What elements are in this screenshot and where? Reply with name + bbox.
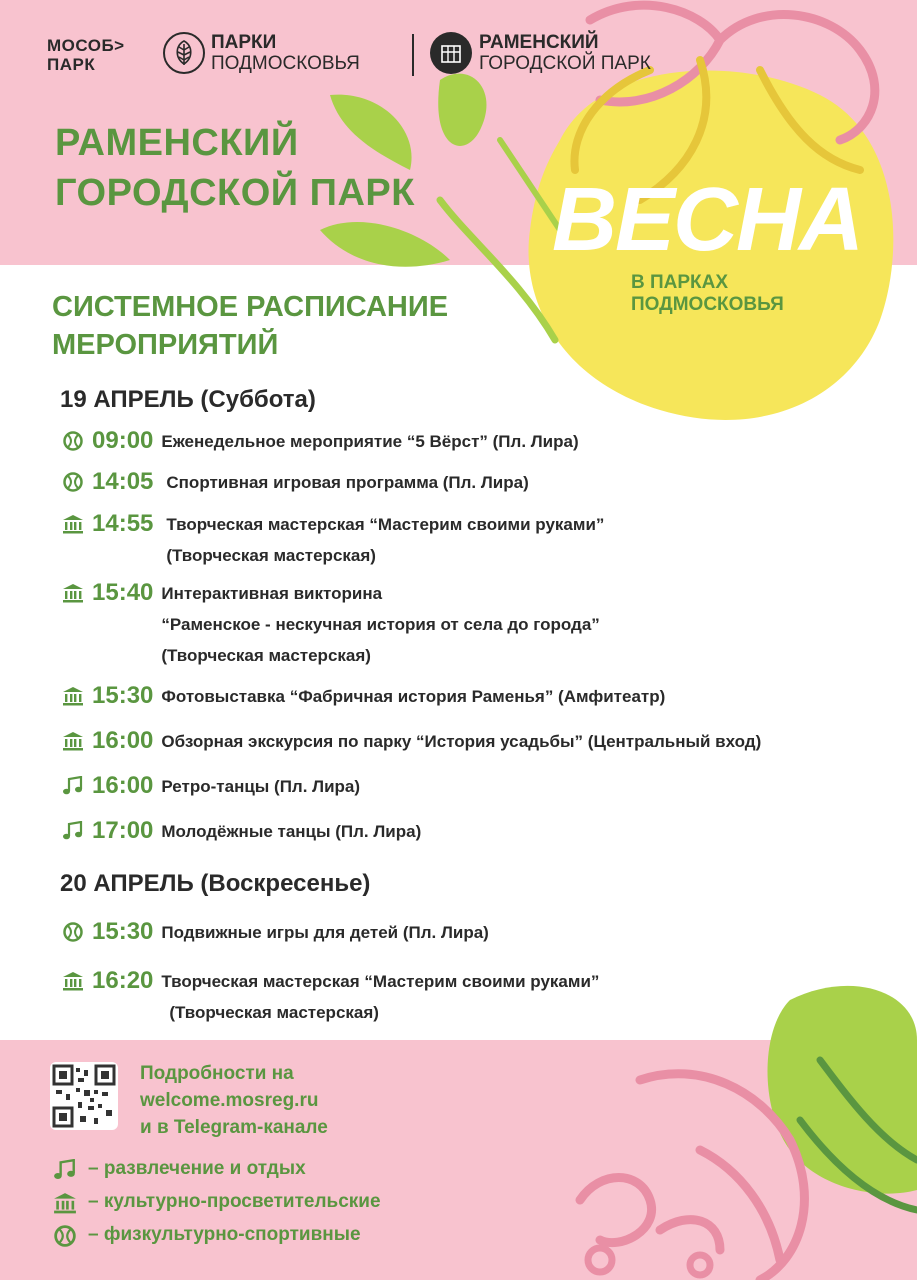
event-description: “Раменское - нескучная история от села до города” [161, 615, 600, 634]
vesna-sub-line1: В ПАРКАХ [631, 272, 729, 293]
ball-icon [60, 469, 86, 495]
event-row [60, 771, 360, 802]
museum-icon [60, 968, 86, 994]
event-time: 17:00 [92, 817, 154, 844]
event-row [60, 578, 600, 671]
museum-icon [60, 511, 86, 537]
event-time: 16:00 [92, 772, 154, 799]
day-heading: 19 АПРЕЛЬ (Суббота) [60, 386, 316, 413]
event-description: Интерактивная викторина [161, 584, 383, 603]
ball-icon [60, 428, 86, 454]
vesna-sub-line2: ПОДМОСКОВЬЯ [631, 294, 784, 315]
event-description: Творческая мастерская “Мастерим своими руками” [166, 515, 605, 534]
music-note-icon [52, 1157, 78, 1183]
vesna-subtitle [631, 272, 784, 316]
green-leaf-top [438, 74, 486, 146]
event-time: 16:20 [92, 967, 154, 994]
music-note-icon [60, 773, 86, 799]
event-description: Подвижные игры для детей (Пл. Лира) [161, 923, 489, 942]
legend-item [52, 1155, 306, 1183]
qr-code[interactable] [50, 1062, 118, 1130]
details-line1: Подробности на [140, 1063, 294, 1084]
event-row [60, 467, 529, 498]
ball-icon [60, 919, 86, 945]
legend-item [52, 1188, 381, 1216]
event-description: Еженедельное мероприятие “5 Вёрст” (Пл. Лира) [161, 432, 579, 451]
legend-item [52, 1221, 361, 1249]
ball-icon [52, 1223, 78, 1249]
museum-icon [60, 683, 86, 709]
rgp-line1: РАМЕНСКИЙ [479, 32, 599, 53]
pink-flower-bottom [580, 1074, 804, 1280]
event-row [60, 816, 421, 847]
event-row [60, 726, 761, 757]
parks-line2: ПОДМОСКОВЬЯ [211, 53, 360, 74]
vesna-lettering: ВЕСНА [552, 170, 863, 270]
event-description: Обзорная экскурсия по парку “История усадьбы” (Центральный вход) [161, 732, 762, 751]
leaf-icon [163, 32, 205, 74]
mosob-line1: МОСОБ> [47, 36, 125, 55]
parks-podmoskovya-logo [163, 32, 360, 74]
event-row [60, 426, 579, 457]
event-time: 14:55 [92, 510, 154, 537]
event-row [60, 681, 665, 712]
event-row [60, 917, 489, 948]
ramenskiy-park-logo [430, 32, 651, 74]
schedule-title-line1: СИСТЕМНОЕ РАСПИСАНИЕ [52, 291, 449, 323]
park-title [55, 118, 415, 218]
schedule-title [52, 288, 448, 364]
legend-label: – культурно-просветительские [88, 1191, 381, 1212]
event-description: Спортивная игровая программа (Пл. Лира) [166, 473, 529, 492]
event-time: 15:30 [92, 918, 154, 945]
rgp-line2: ГОРОДСКОЙ ПАРК [479, 53, 651, 74]
event-time: 15:30 [92, 682, 154, 709]
details-text [140, 1060, 328, 1141]
event-time: 14:05 [92, 468, 154, 495]
event-location: (Творческая мастерская) [169, 1003, 379, 1022]
event-time: 16:00 [92, 727, 154, 754]
event-description: Творческая мастерская “Мастерим своими руками” [161, 972, 600, 991]
museum-icon [60, 580, 86, 606]
event-description: Фотовыставка “Фабричная история Раменья” (Амфитеатр) [161, 687, 666, 706]
legend-label: – физкультурно-спортивные [88, 1224, 361, 1245]
event-description: Ретро-танцы (Пл. Лира) [161, 777, 361, 796]
park-title-line1: РАМЕНСКИЙ [55, 122, 299, 164]
event-description: Молодёжные танцы (Пл. Лира) [161, 822, 422, 841]
day-heading: 20 АПРЕЛЬ (Воскресенье) [60, 870, 371, 897]
museum-icon [60, 728, 86, 754]
event-time: 15:40 [92, 579, 154, 606]
mosob-line2: ПАРК [47, 55, 96, 74]
building-icon [430, 32, 472, 74]
museum-icon [52, 1190, 78, 1216]
details-line3: и в Telegram-канале [140, 1117, 328, 1138]
music-note-icon [60, 818, 86, 844]
legend-label: – развлечение и отдых [88, 1158, 306, 1179]
event-row [60, 509, 604, 571]
mosoblpark-logo [47, 32, 125, 78]
event-location: (Творческая мастерская) [161, 646, 371, 665]
schedule-title-line2: МЕРОПРИЯТИЙ [52, 329, 279, 361]
event-location: (Творческая мастерская) [166, 546, 376, 565]
details-link[interactable]: welcome.mosreg.ru [140, 1090, 319, 1111]
parks-line1: ПАРКИ [211, 32, 277, 53]
park-title-line2: ГОРОДСКОЙ ПАРК [55, 172, 415, 214]
logo-divider [412, 34, 414, 76]
event-row [60, 966, 599, 1028]
event-time: 09:00 [92, 427, 154, 454]
